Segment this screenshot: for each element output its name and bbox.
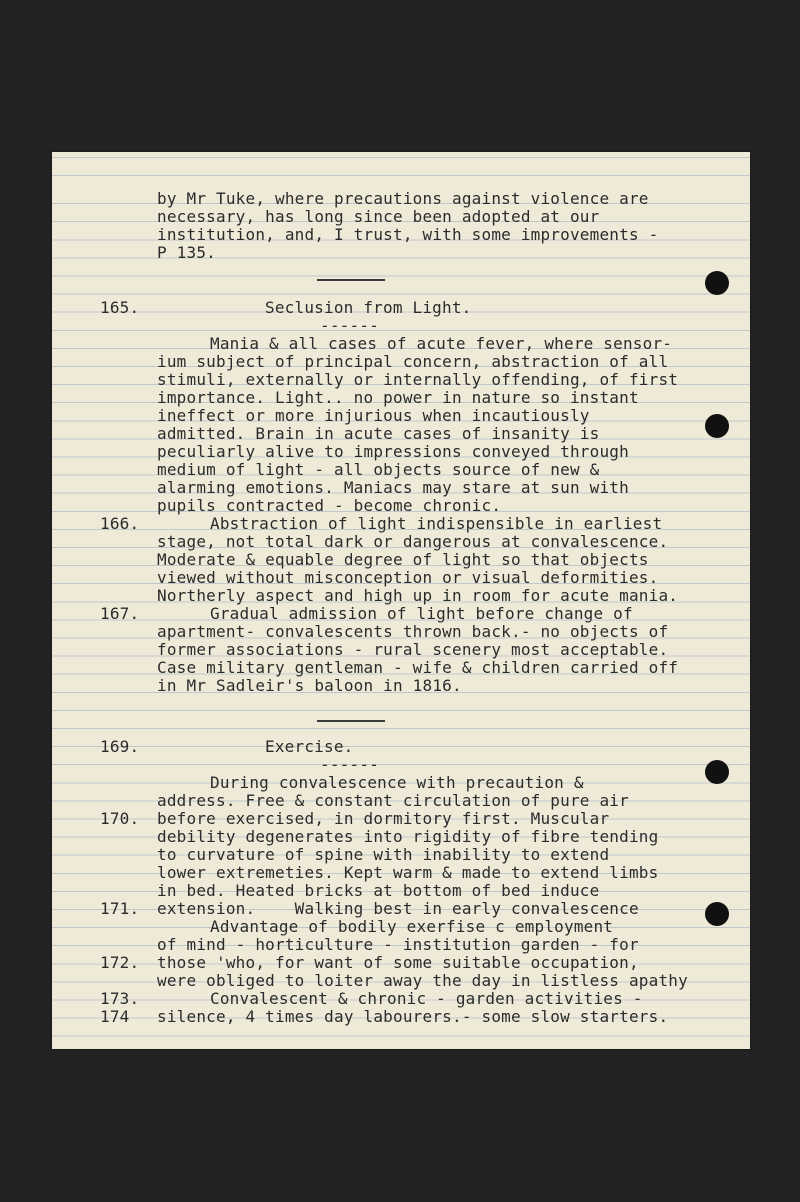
text-line: P 135. xyxy=(157,243,216,262)
punch-hole xyxy=(705,271,729,295)
text-line: stimuli, externally or internally offending, of first xyxy=(157,370,679,389)
text-line: those 'who, for want of some suitable occupation, xyxy=(157,953,639,972)
text-line: Case military gentleman - wife & children carried off xyxy=(157,658,679,677)
text-line: stage, not total dark or dangerous at convalescence. xyxy=(157,532,669,551)
punch-hole xyxy=(705,760,729,784)
text-line: institution, and, I trust, with some improvements - xyxy=(157,225,659,244)
text-line: to curvature of spine with inability to extend xyxy=(157,845,610,864)
paragraph-number: 167. xyxy=(100,604,140,623)
text-line: debility degenerates into rigidity of fibre tending xyxy=(157,827,659,846)
paragraph-number: 173. xyxy=(100,989,140,1008)
text-line: admitted. Brain in acute cases of insanity is xyxy=(157,424,600,443)
text-line: were obliged to loiter away the day in listless apathy xyxy=(157,971,688,990)
text-line: Abstraction of light indispensible in earliest xyxy=(210,514,663,533)
text-line: in bed. Heated bricks at bottom of bed induce xyxy=(157,881,600,900)
punch-hole xyxy=(705,902,729,926)
paragraph-number: 166. xyxy=(100,514,140,533)
text-line: viewed without misconception or visual deformities. xyxy=(157,568,659,587)
text-line: by Mr Tuke, where precautions against violence are xyxy=(157,189,649,208)
text-line: necessary, has long since been adopted at our xyxy=(157,207,600,226)
text-line: medium of light - all objects source of new & xyxy=(157,460,600,479)
text-line: silence, 4 times day labourers.- some slow starters. xyxy=(157,1007,669,1026)
section-number: 169. xyxy=(100,737,140,756)
text-line: Northerly aspect and high up in room for acute mania. xyxy=(157,586,679,605)
section-heading: Exercise. xyxy=(265,737,354,756)
text-line: Gradual admission of light before change of xyxy=(210,604,633,623)
text-line: before exercised, in dormitory first. Muscular xyxy=(157,809,610,828)
paragraph-number: 170. xyxy=(100,809,140,828)
text-line: peculiarly alive to impressions conveyed through xyxy=(157,442,629,461)
text-line: importance. Light.. no power in nature so instant xyxy=(157,388,639,407)
text-line: Advantage of bodily exerfise c employment xyxy=(210,917,614,936)
text-line: During convalescence with precaution & xyxy=(210,773,584,792)
text-line: ium subject of principal concern, abstraction of all xyxy=(157,352,669,371)
text-line: extension. Walking best in early convalescence xyxy=(157,899,639,918)
text-line: Moderate & equable degree of light so that objects xyxy=(157,550,649,569)
section-divider xyxy=(317,720,385,722)
section-number: 165. xyxy=(100,298,140,317)
text-line: former associations - rural scenery most acceptable. xyxy=(157,640,669,659)
text-line: address. Free & constant circulation of pure air xyxy=(157,791,629,810)
section-divider xyxy=(317,279,385,281)
text-line: lower extremeties. Kept warm & made to extend limbs xyxy=(157,863,659,882)
text-line: Mania & all cases of acute fever, where sensor- xyxy=(210,334,673,353)
section-heading: Seclusion from Light. xyxy=(265,298,472,317)
heading-underline: ------ xyxy=(320,755,379,774)
text-line: ineffect or more injurious when incautiously xyxy=(157,406,590,425)
paragraph-number: 172. xyxy=(100,953,140,972)
punch-hole xyxy=(705,414,729,438)
paragraph-number: 174 xyxy=(100,1007,130,1026)
text-line: apartment- convalescents thrown back.- no objects of xyxy=(157,622,669,641)
text-line: of mind - horticulture - institution garden - for xyxy=(157,935,639,954)
text-line: in Mr Sadleir's baloon in 1816. xyxy=(157,676,462,695)
paragraph-number: 171. xyxy=(100,899,140,918)
typed-page xyxy=(52,152,750,1049)
text-line: alarming emotions. Maniacs may stare at sun with xyxy=(157,478,629,497)
heading-underline: ------ xyxy=(320,316,379,335)
text-line: Convalescent & chronic - garden activities - xyxy=(210,989,643,1008)
text-line: pupils contracted - become chronic. xyxy=(157,496,502,515)
